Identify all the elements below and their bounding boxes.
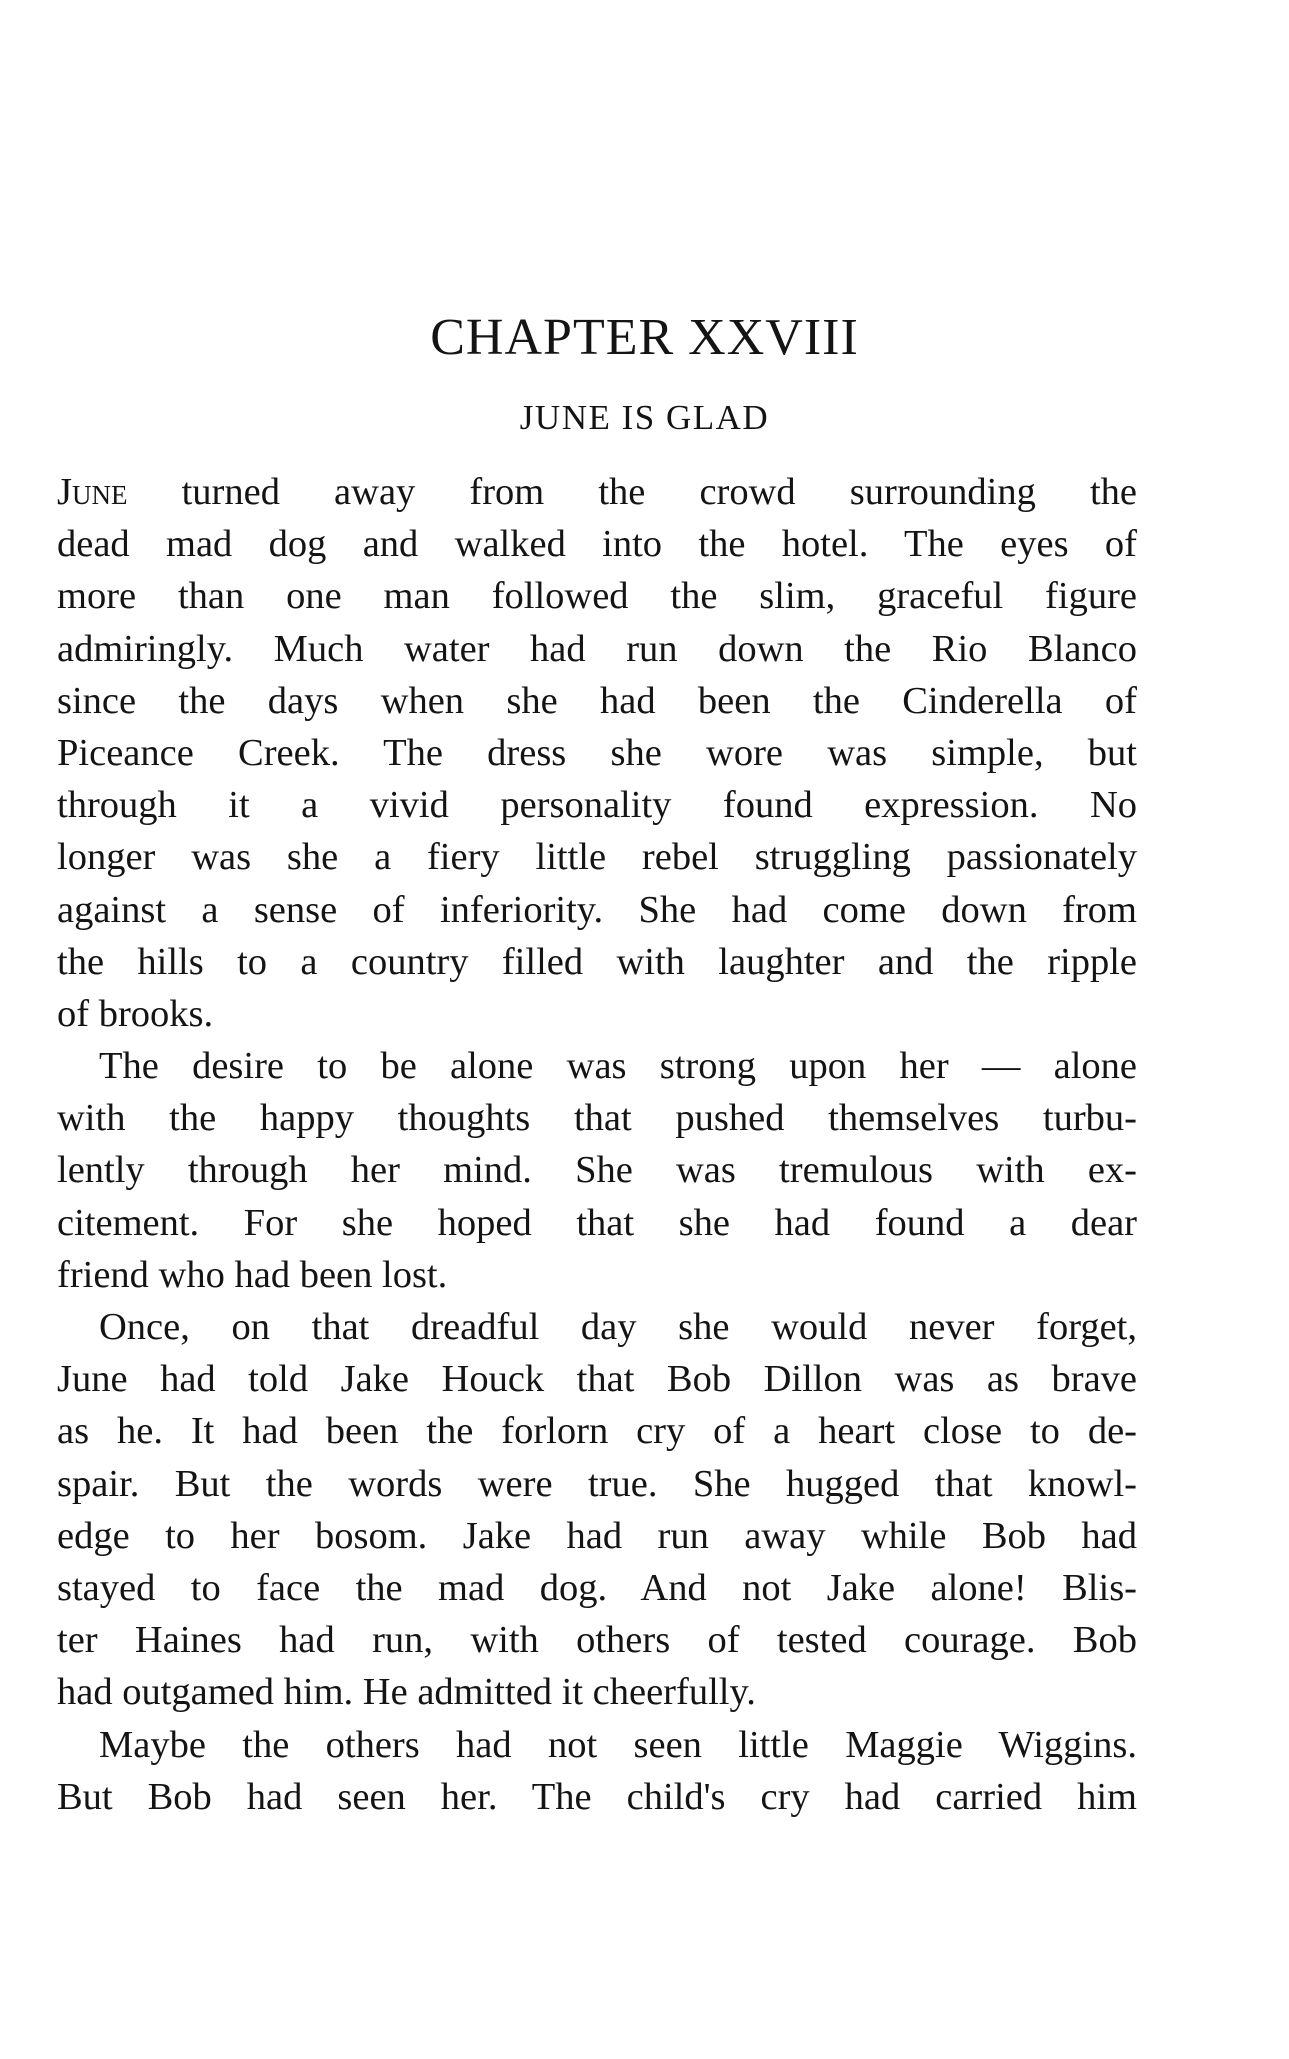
text-line: more than one man followed the slim, graceful figure (57, 575, 1137, 618)
paragraph-3 (57, 1301, 1137, 1719)
text-line: admiringly. Much water had run down the Rio Blanco (57, 627, 1137, 670)
lead-word: June (57, 471, 128, 513)
text-line: The desire to be alone was strong upon her — alone (99, 1045, 1137, 1088)
text-line: Maybe the others had not seen little Maggie Wiggins. (99, 1723, 1137, 1766)
text-line: of brooks. (57, 992, 214, 1035)
text-line: had outgamed him. He admitted it cheerfully. (57, 1671, 756, 1714)
paragraph-2 (57, 1040, 1137, 1301)
text-line-rest: turned away from the crowd surrounding the (127, 471, 1137, 513)
text-line: since the days when she had been the Cinderella of (57, 679, 1137, 722)
text-line: through it a vivid personality found expression. No (57, 784, 1137, 827)
text-line: But Bob had seen her. The child's cry had carried him (57, 1775, 1137, 1818)
text-line: Piceance Creek. The dress she wore was simple, but (57, 731, 1137, 774)
text-line: ter Haines had run, with others of tested courage. Bob (57, 1619, 1137, 1662)
text-line: Once, on that dreadful day she would never forget, (99, 1306, 1137, 1348)
text-line (57, 466, 1137, 518)
chapter-number: CHAPTER XXVIII (430, 309, 859, 366)
chapter-title: JUNE IS GLAD (519, 398, 770, 437)
text-line: citement. For she hoped that she had found a dear (57, 1201, 1137, 1244)
text-line: edge to her bosom. Jake had run away while Bob had (57, 1514, 1137, 1557)
text-line: friend who had been lost. (57, 1253, 448, 1296)
paragraph-1 (57, 466, 1137, 1040)
chapter-body (57, 466, 1137, 1823)
text-line: lently through her mind. She was tremulous with ex- (57, 1149, 1137, 1192)
text-line: as he. It had been the forlorn cry of a heart close to de- (57, 1410, 1137, 1453)
text-line: the hills to a country filled with laughter and the ripple (57, 940, 1137, 983)
text-line: dead mad dog and walked into the hotel. The eyes of (57, 523, 1137, 566)
text-line: against a sense of inferiority. She had come down from (57, 888, 1137, 931)
text-line: stayed to face the mad dog. And not Jake alone! Blis- (57, 1566, 1137, 1609)
text-line: June had told Jake Houck that Bob Dillon was as brave (57, 1358, 1137, 1401)
text-line: longer was she a fiery little rebel struggling passionately (57, 836, 1137, 879)
text-line: with the happy thoughts that pushed themselves turbu- (57, 1097, 1137, 1140)
paragraph-4 (57, 1719, 1137, 1823)
text-line: spair. But the words were true. She hugged that knowl- (57, 1462, 1137, 1505)
